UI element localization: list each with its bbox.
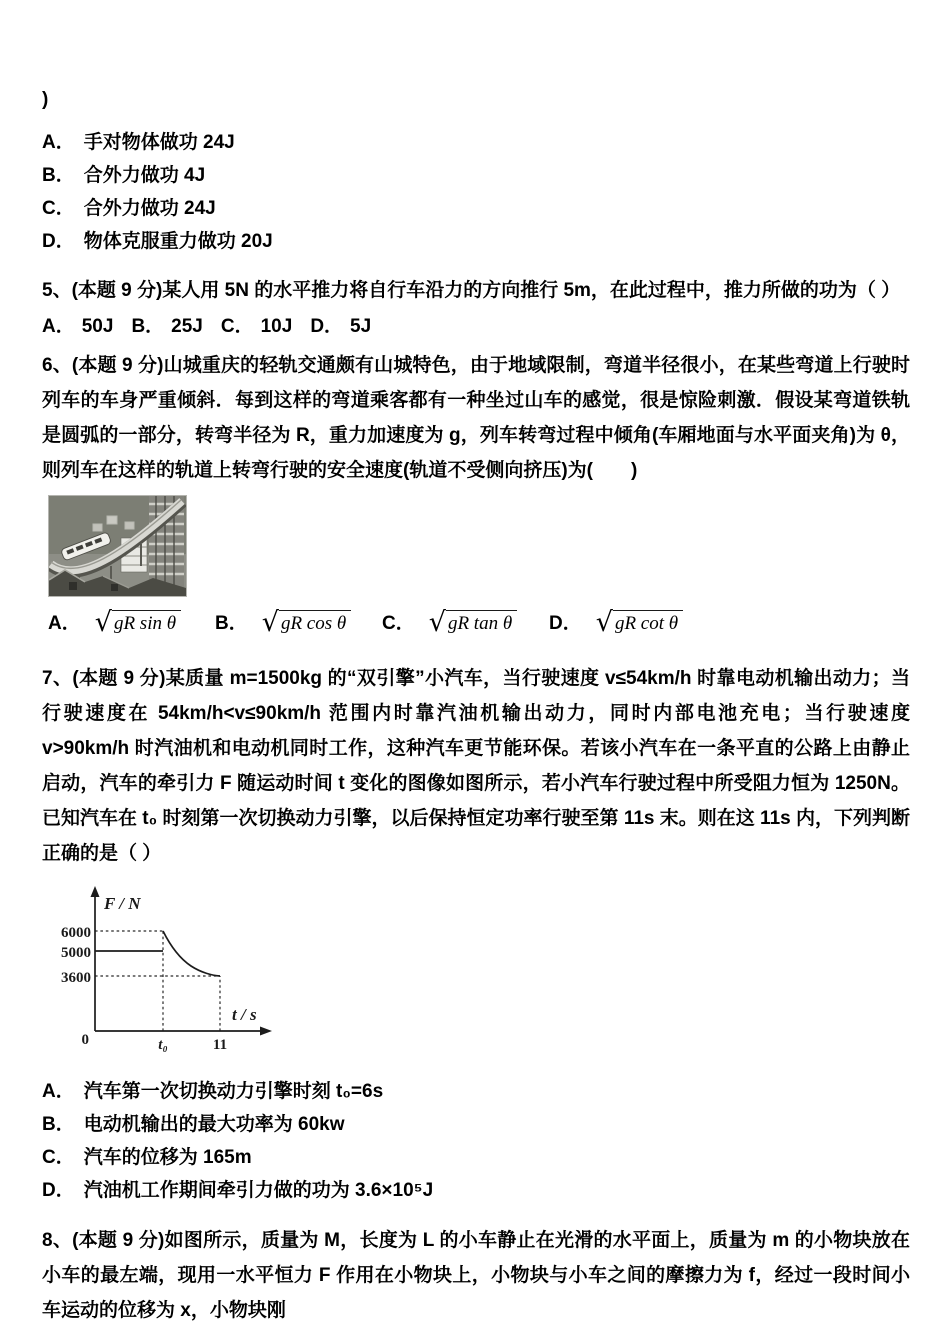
option-key: D． xyxy=(549,613,582,634)
q6-stem: 6、(本题 9 分)山城重庆的轻轨交通颇有山城特色，由于地域限制，弯道半径很小，在某些弯道上行驶时列车的车身严重倾斜．每到这样的弯道乘客都有一种坐过山车的感觉，很是惊险刺激．假设某弯道铁轨是圆弧的一部分，转弯半径为 R，重力加速度为 g，列车转弯过程中倾角(车厢地面与水平面夹角)为 θ，则列车在这样的轨道上转弯行驶的安全速度(轨道不受侧向挤压)为( ) xyxy=(42,355,910,481)
question-6 xyxy=(42,348,910,639)
option-text: 10J xyxy=(260,316,293,337)
ytick-3600: 3600 xyxy=(61,970,91,986)
q5-options xyxy=(42,309,910,344)
reference-guides xyxy=(95,931,220,1031)
y-axis-label: F / N xyxy=(104,894,141,913)
q7-option-d xyxy=(42,1174,910,1207)
decaying-force-curve xyxy=(163,931,220,976)
sqrt-expression xyxy=(262,609,352,636)
radical-sign: √ xyxy=(94,607,112,638)
option-text: 手对物体做功 24J xyxy=(83,132,235,153)
option-key: B． xyxy=(215,613,248,634)
radical-sign: √ xyxy=(595,607,613,638)
q6-options xyxy=(48,609,910,639)
option-key: D． xyxy=(42,231,75,252)
q5-stem: 5、(本题 9 分)某人用 5N 的水平推力将自行车沿力的方向推行 5m，在此过程中，推力所做的功为（ ） xyxy=(42,280,901,301)
q5-option-c xyxy=(221,309,292,344)
q6-option-a xyxy=(48,609,215,639)
radicand: gR sin θ xyxy=(112,610,181,636)
sqrt-expression xyxy=(95,609,181,636)
q4-option-b xyxy=(42,159,910,192)
option-text: 50J xyxy=(81,316,114,337)
option-key: A． xyxy=(48,613,81,634)
x-axis-label: t / s xyxy=(232,1005,257,1024)
option-key: B． xyxy=(42,165,75,186)
option-key: A． xyxy=(42,316,75,337)
option-text: 物体克服重力做功 20J xyxy=(83,231,273,252)
y-axis-arrow xyxy=(91,886,100,897)
q7-options xyxy=(42,1075,910,1207)
leftover-paren: ) xyxy=(42,89,49,110)
option-key: C． xyxy=(382,613,415,634)
option-text: 5J xyxy=(350,316,372,337)
radical-sign: √ xyxy=(428,607,446,638)
radicand: gR cos θ xyxy=(279,610,351,636)
q7-option-a xyxy=(42,1075,910,1108)
q6-option-d xyxy=(549,609,716,639)
option-key: A． xyxy=(42,132,75,153)
q4-option-d xyxy=(42,225,910,258)
q7-stem: 7、(本题 9 分)某质量 m=1500kg 的“双引擎”小汽车，当行驶速度 v≤54km/h 时靠电动机输出动力；当行驶速度在 54km/h<v≤90km/h 范围内时靠汽油机输出动力，同时内部电池充电；当行驶速度 v>90km/h 时汽油机和电动机同时工作，这种汽车更节能环保。若该小汽车在一条平直的公路上由静止启动，汽车的牵引力 F 随运动时间 t 变化的图像如图所示，若小汽车行驶过程中所受阻力恒为 1250N。已知汽车在 t₀ 时刻第一次切换动力引擎，以后保持恒定功率行驶至第 11s 末。则在这 11s 内，下列判断正确的是（ ） xyxy=(42,668,910,864)
q4-option-c xyxy=(42,192,910,225)
option-key: C． xyxy=(220,316,254,337)
option-text: 合外力做功 24J xyxy=(83,198,216,219)
ytick-6000: 6000 xyxy=(61,925,91,941)
option-key: C． xyxy=(42,1147,75,1168)
option-text: 电动机输出的最大功率为 60kw xyxy=(83,1114,345,1135)
option-text: 汽车第一次切换动力引擎时刻 t₀=6s xyxy=(83,1081,384,1102)
q7-option-c xyxy=(42,1141,910,1174)
option-text: 25J xyxy=(171,316,203,337)
option-text: 汽油机工作期间牵引力做的功为 3.6×10⁵J xyxy=(83,1180,434,1201)
q4-options xyxy=(42,126,910,258)
option-key: D． xyxy=(42,1180,75,1201)
option-key: C． xyxy=(42,198,75,219)
radicand: gR cot θ xyxy=(613,610,683,636)
xtick-t0: t₀ xyxy=(158,1037,168,1053)
sqrt-expression xyxy=(596,609,683,636)
force-time-graph xyxy=(60,885,295,1057)
q6-option-b xyxy=(215,609,382,639)
q5-option-a xyxy=(42,309,113,344)
origin-label: 0 xyxy=(81,1032,89,1048)
q5-option-b xyxy=(131,309,202,344)
option-key: D． xyxy=(310,316,344,337)
question-7 xyxy=(42,661,910,1207)
question-5 xyxy=(42,273,910,344)
q7-option-b xyxy=(42,1108,910,1141)
q8-stem: 8、(本题 9 分)如图所示，质量为 M，长度为 L 的小车静止在光滑的水平面上，质量为 m 的小物块放在小车的最左端，现用一水平恒力 F 作用在小物块上，小物块与小车之间的摩擦力为 f，经过一段时间小车运动的位移为 x，小物块刚 xyxy=(42,1230,910,1321)
q6-option-c xyxy=(382,609,549,639)
q5-option-d xyxy=(310,309,371,344)
option-key: A． xyxy=(42,1081,75,1102)
option-key: B． xyxy=(131,316,165,337)
data-series xyxy=(95,931,220,976)
sqrt-expression xyxy=(429,609,517,636)
xtick-11: 11 xyxy=(212,1037,228,1053)
ytick-5000: 5000 xyxy=(61,945,91,961)
monorail-photo xyxy=(48,495,187,597)
radical-sign: √ xyxy=(261,607,279,638)
option-text: 合外力做功 4J xyxy=(83,165,206,186)
question-8 xyxy=(42,1223,910,1328)
x-axis-arrow xyxy=(260,1027,272,1036)
option-key: B． xyxy=(42,1114,75,1135)
q4-option-a xyxy=(42,126,910,159)
option-text: 汽车的位移为 165m xyxy=(83,1147,252,1168)
radicand: gR tan θ xyxy=(446,610,517,636)
